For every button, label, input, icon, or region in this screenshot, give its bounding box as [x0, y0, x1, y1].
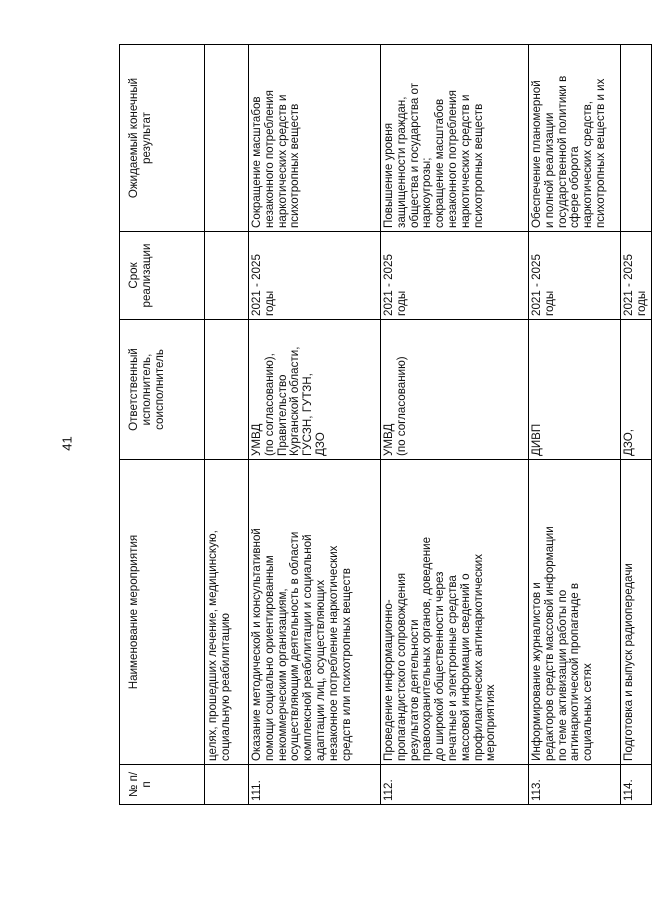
- cell-result: Обеспечение планомерной и полной реализации государственной политики в сфере оборота наркотических средств, психотропных веществ и их: [529, 45, 621, 232]
- header-num: № п/ п: [120, 765, 205, 805]
- table-row: [621, 45, 652, 805]
- cell-name: Проведение информационно- пропагандистского сопровождения результатов деятельности правоохранительных органов, доведение до широкой общественности через печатные и электронные средства массовой информации сведений о профилактических антинаркотических мероприятиях: [381, 460, 529, 765]
- table-row: [381, 45, 529, 805]
- table-header-row: [120, 45, 205, 805]
- cell-result: [621, 45, 652, 232]
- cell-name: целях, прошедших лечение, медицинскую, социальную реабилитацию: [205, 460, 249, 765]
- rotated-page: [119, 45, 648, 805]
- cell-responsible: ДИВП: [529, 320, 621, 460]
- cell-result: Сокращение масштабов незаконного потребления наркотических средств и психотропных веществ: [249, 45, 381, 232]
- page-number: 41: [59, 436, 75, 451]
- cell-num: 111.: [249, 765, 381, 805]
- cell-responsible: УМВД (по согласованию), Правительство Курганской области, ГУСЗН, ГУТЗН, ДЗО: [249, 320, 381, 460]
- cell-name: Подготовка и выпуск радиопередачи: [621, 460, 652, 765]
- cell-term: 2021 - 2025 годы: [381, 232, 529, 320]
- cell-result: Повышение уровня защищенности граждан, общества и государства от наркоугрозы; сокращение масштабов незаконного потребления наркотических средств и психотропных веществ: [381, 45, 529, 232]
- cell-term: 2021 - 2025 годы: [249, 232, 381, 320]
- table-row: [205, 45, 249, 805]
- cell-name: Информирование журналистов и редакторов средств массовой информации по теме активизации работы по антинаркотической пропаганде в социальных сетях: [529, 460, 621, 765]
- cell-responsible: [205, 320, 249, 460]
- measures-table: [119, 44, 652, 805]
- header-responsible: Ответственный исполнитель, соисполнитель: [120, 320, 205, 460]
- cell-name: Оказание методической и консультативной помощи социально ориентированным некоммерческим организациям, осуществляющим деятельность в области комплексной реабилитации и социальной адаптации лиц, осуществляющих незаконное потребление наркотических средств или психотропных веществ: [249, 460, 381, 765]
- cell-term: 2021 - 2025 годы: [529, 232, 621, 320]
- cell-num: [205, 765, 249, 805]
- cell-num: 112.: [381, 765, 529, 805]
- header-result: Ожидаемый конечный результат: [120, 45, 205, 232]
- header-name: Наименование мероприятия: [120, 460, 205, 765]
- cell-responsible: УМВД (по согласованию): [381, 320, 529, 460]
- table-row: [249, 45, 381, 805]
- cell-result: [205, 45, 249, 232]
- cell-term: 2021 - 2025 годы: [621, 232, 652, 320]
- cell-num: 113.: [529, 765, 621, 805]
- header-term: Срок реализации: [120, 232, 205, 320]
- table-row: [529, 45, 621, 805]
- cell-num: 114.: [621, 765, 652, 805]
- cell-term: [205, 232, 249, 320]
- cell-responsible: ДЗО,: [621, 320, 652, 460]
